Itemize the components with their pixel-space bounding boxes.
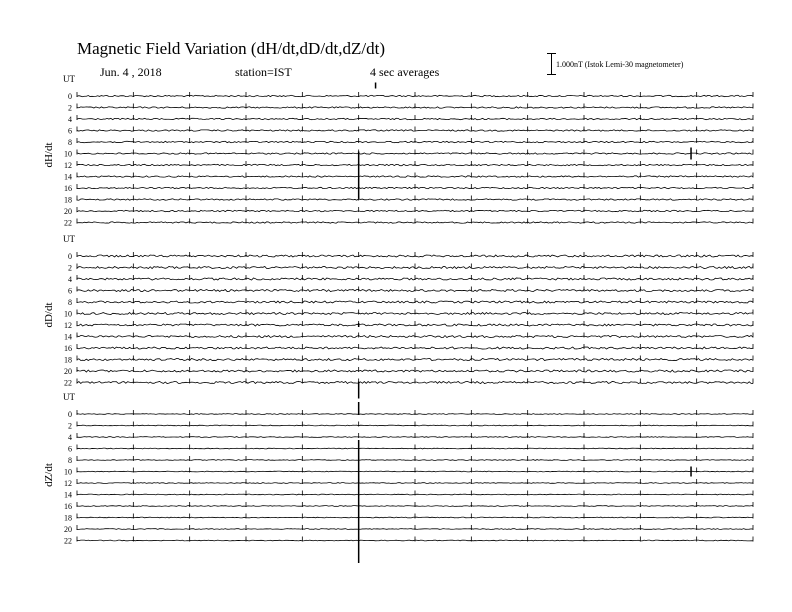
hour-tick-label: 6 <box>68 286 72 296</box>
station-label: station=IST <box>235 65 292 79</box>
hour-tick-label: 14 <box>64 490 72 500</box>
panel-dzdt <box>43 392 753 563</box>
panel-ylabel: dH/dt <box>43 142 55 168</box>
hour-tick-label: 8 <box>68 298 72 307</box>
hour-tick-label: 22 <box>64 378 72 388</box>
hour-tick-label: 12 <box>64 161 72 170</box>
ut-axis-label: UT <box>63 74 75 84</box>
hour-tick-label: 14 <box>64 172 72 182</box>
hour-tick-label: 6 <box>68 444 72 454</box>
hour-tick-label: 10 <box>64 149 72 159</box>
hour-tick-label: 14 <box>64 332 72 342</box>
hour-tick-label: 4 <box>68 433 72 442</box>
averaging-label: 4 sec averages <box>370 65 440 79</box>
hour-tick-label: 2 <box>68 263 72 273</box>
hour-tick-label: 12 <box>64 321 72 330</box>
hour-tick-label: 22 <box>64 218 72 228</box>
ut-axis-label: UT <box>63 234 75 244</box>
hour-tick-label: 4 <box>68 275 72 284</box>
hour-tick-label: 18 <box>64 195 72 205</box>
chart-title: Magnetic Field Variation (dH/dt,dD/dt,dZ/dt) <box>77 39 386 58</box>
hour-tick-label: 8 <box>68 456 72 465</box>
scale-bar-label: 1.000nT (Istok Lemi-30 magnetometer) <box>556 60 684 69</box>
hour-tick-label: 18 <box>64 355 72 365</box>
hour-tick-label: 16 <box>64 502 72 511</box>
hour-tick-label: 4 <box>68 115 72 124</box>
hour-tick-label: 16 <box>64 184 72 193</box>
hour-tick-label: 22 <box>64 536 72 546</box>
hour-tick-label: 20 <box>64 367 72 376</box>
date-label: Jun. 4 , 2018 <box>100 65 162 79</box>
ut-axis-label: UT <box>63 392 75 402</box>
hour-tick-label: 0 <box>68 92 72 101</box>
hour-tick-label: 0 <box>68 410 72 419</box>
hour-tick-label: 0 <box>68 252 72 261</box>
hour-tick-label: 20 <box>64 525 72 534</box>
hour-tick-label: 6 <box>68 126 72 136</box>
hour-tick-label: 18 <box>64 513 72 523</box>
panel-ylabel: dZ/dt <box>43 463 55 487</box>
hour-tick-label: 2 <box>68 421 72 431</box>
panel-dhdt <box>43 74 753 228</box>
hour-tick-label: 2 <box>68 103 72 113</box>
hour-tick-label: 12 <box>64 479 72 488</box>
hour-tick-label: 8 <box>68 138 72 147</box>
hour-tick-label: 10 <box>64 467 72 477</box>
hour-tick-label: 16 <box>64 344 72 353</box>
hour-tick-label: 20 <box>64 207 72 216</box>
panel-dddt <box>43 234 753 399</box>
panel-ylabel: dD/dt <box>43 302 55 328</box>
hour-tick-label: 10 <box>64 309 72 319</box>
